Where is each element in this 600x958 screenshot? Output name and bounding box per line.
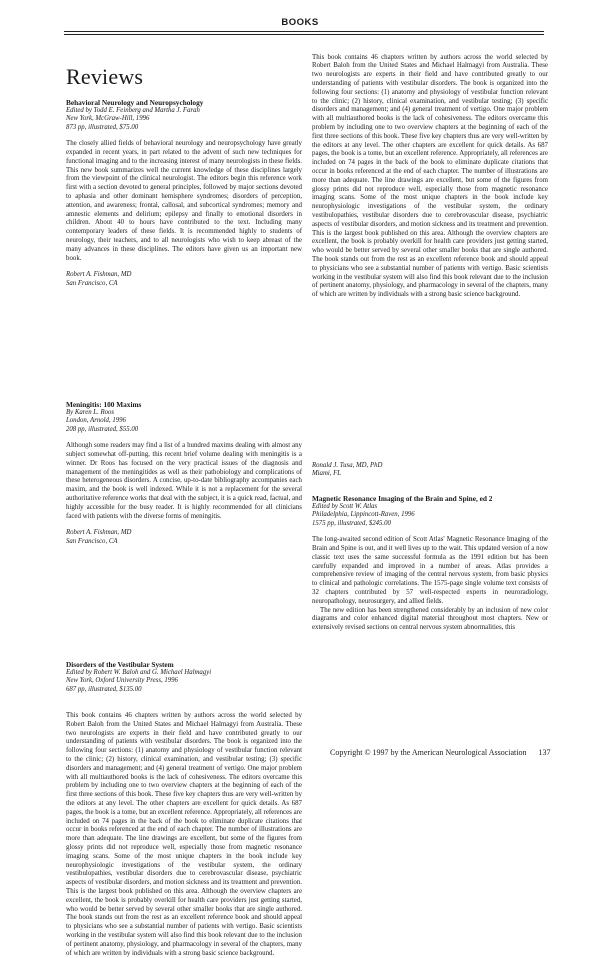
review-vestibular: [66, 660, 302, 694]
review-editors: Edited by Scott W. Atlas: [312, 503, 378, 510]
review-title: Disorders of the Vestibular System: [66, 660, 174, 669]
review-publisher: New York, Oxford University Press, 1996: [66, 677, 178, 685]
review-mri: [312, 494, 548, 726]
review-editors: Edited by Robert W. Baloh and G. Michael Halmagyi: [66, 669, 212, 676]
review-publisher: London, Arnold, 1996: [66, 417, 126, 425]
review-paragraph: The new edition has been strengthened considerably by an inclusion of new color diagrams and color enhanced digital material throughout most chapters. New or extensively revised sections on central nervous system abnormalities, this: [312, 606, 548, 632]
review-publisher: Philadelphia, Lippincott-Raven, 1996: [312, 511, 415, 519]
review-pages: 687 pp, illustrated, $135.00: [66, 685, 142, 693]
review-vestibular-body-start: [66, 712, 302, 957]
review-title: Behavioral Neurology and Neuropsychology: [66, 98, 204, 107]
review-pages: 1575 pp, illustrated, $245.00: [312, 519, 391, 527]
page-title: Reviews: [66, 64, 144, 89]
page-number: 137: [538, 748, 551, 757]
review-pages: 208 pp, illustrated, $55.00: [66, 425, 139, 433]
review-body: [66, 140, 302, 263]
review-publisher: New York, McGraw-Hill, 1996: [66, 115, 150, 123]
copyright-notice: Copyright © 1997 by the American Neurological Association: [330, 748, 527, 757]
review-paragraph: Although some readers may find a list of a hundred maxims dealing with almost any subject somewhat off-putting, this recent brief volume dealing with meningitis is a winner. Dr Roos has focused on the very practical issues of the diagnosis and management of the meningitides as well as their pathobiology and complications of these heterogeneous disorders. A concise, up-to-date bibliography accompanies each maxim, and the book is well indexed. While it is not a replacement for the several authoritative reference works that deal with the subject, it is a quick read, factual, and highly accessible for the busy reader. It is highly recommended for all clinicians faced with patients with the diverse forms of meningitis.: [66, 442, 302, 520]
review-paragraph-continued: This book contains 46 chapters written by authors across the world selected by Robert Baloh from the United States and Michael Halmagyi from Australia. These two neurologists are experts in their field and have contributed greatly to our understanding of patients with vestibular disorders. The book is organized into the following four sections: (1) anatomy and physiology of vestibular function relevant to the clinic; (2) history, clinical examination, and vestibular testing; (3) specific disorders and management; and (4) general treatment of vertigo. One major problem with all multiauthored books is the lack of cohesiveness. The editors overcame this problem by including one to two overview chapters at the beginning of each of the first three sections of this book. These five key chapters thus are very well-written by the editors at any level. The other chapters are excellent for quick details. As 687 pages, the book is a tome, but an excellent reference. Appropriately, all references are included on 74 pages in the back of the book to eliminate duplicate citations that occur in books referenced at the end of each chapter. The number of illustrations are more than adequate. The line drawings are excellent, but some of the figures from glossy prints did not reproduce well, especially those from magnetic resonance imaging scans. Some of the most unique chapters in the book include key neurophysiologic investigations of the vestibular system, the ordinary vestibulopathies, vestibular disorders due to cerebrovascular disease, psychiatric aspects of vestibular disorders, and motion sickness and its treatment and prevention. This is the largest book published on this area. Although the overview chapters are excellent, the book is probably overkill for health care providers just getting started, who would be better served by several other smaller books that are single authored. The book stands out from the rest as an excellent reference book and should appeal to physicians who see a substantial number of patients with vertigo. Basic scientists working in the vestibular system will also find this book relevant due to the inclusion of pertinent anatomy, physiology, and pharmacology in several of the chapters, many of which are written by individuals with a strong basic science background.: [312, 53, 548, 299]
review-title: Magnetic Resonance Imaging of the Brain and Spine, ed 2: [312, 494, 493, 503]
review-paragraph: This book contains 46 chapters written by authors across the world selected by Robert Baloh from the United States and Michael Halmagyi from Australia. These two neurologists are experts in their field and have contributed greatly to our understanding of patients with vestibular disorders. The book is organized into the following four sections: (1) anatomy and physiology of vestibular function relevant to the clinic; (2) history, clinical examination, and vestibular testing; (3) specific disorders and management; and (4) general treatment of vertigo. One major problem with all multiauthored books is the lack of cohesiveness. The editors overcame this problem by including one to two overview chapters at the beginning of each of the first three sections of this book. These five key chapters thus are very well-written by the editors at any level. The other chapters are excellent for quick details. As 687 pages, the book is a tome, but an excellent reference. Appropriately, all references are included on 74 pages in the back of the book to eliminate duplicate citations that occur in books referenced at the end of each chapter. The number of illustrations are more than adequate. The line drawings are excellent, but some of the figures from glossy prints did not reproduce well, especially those from magnetic resonance imaging scans. Some of the most unique chapters in the book include key neurophysiologic investigations of the vestibular system, the ordinary vestibulopathies, vestibular disorders due to cerebrovascular disease, psychiatric aspects of vestibular disorders, and motion sickness and its treatment and prevention. This is the largest book published on this area. Although the overview chapters are excellent, the book is probably overkill for health care providers just getting started, who would be better served by several other smaller books that are single authored. The book stands out from the rest as an excellent reference book and should appeal to physicians who see a substantial number of patients with vertigo. Basic scientists working in the vestibular system will also find this book relevant due to the inclusion of pertinent anatomy, physiology, and pharmacology in several of the chapters, many of which are written by individuals with a strong basic science background.: [66, 712, 302, 957]
review-signature-place: Miami, FL: [312, 470, 342, 478]
review-pages: 873 pp, illustrated, $75.00: [66, 123, 139, 131]
review-paragraph: The closely allied fields of behavioral neurology and neuropsychology have greatly expanded in recent years, in part related to the advent of such new techniques for functional imaging and to the increasing interest of many neurologists in these fields. This new book summarizes well the current knowledge of these disciplines largely from the viewpoint of the clinical neurologist. The editors begin this reference work first with a section devoted to general principles, followed by major sections devoted to aphasia and other dominant hemisphere syndromes; disorders of perception, attention, and awareness; frontal, callosal, and subcortical syndromes; memory and amnestic elements and delirium; epilepsy and finally to emotional disorders in children. About 40 to hours have contributed to the text. Including many contemporary leaders of these fields. It is recommended highly to students of neurology, their teachers, and to all neurologists who wish to keep abreast of the many advances in these disciplines. The editors have given us an important new book.: [66, 140, 302, 262]
review-body: [312, 536, 548, 726]
review-vestibular-body-continued: [312, 53, 548, 450]
review-behavioral-neurology: [66, 98, 302, 288]
review-signature-name: Ronald J. Tusa, MD, PhD: [312, 462, 383, 469]
review-body: [66, 442, 302, 521]
review-meningitis: [66, 400, 302, 546]
header-rule: [64, 31, 544, 32]
review-title: Meningitis: 100 Maxims: [66, 400, 142, 409]
review-editors: By Karen L. Roos: [66, 409, 115, 416]
review-vestibular-signature: [312, 462, 548, 479]
review-paragraph: The long-awaited second edition of Scott Atlas' Magnetic Resonance Imaging of the Brain and Spine is out, and it well lives up to the wait. This updated version of a now classic text uses the same successful formula as the 1991 edition but has been carefully expanded and improved in a number of areas. Atlas provides a comprehensive review of imaging of the central nervous system, from basic physics to clinical and pathologic correlations. The 1575-page single volume text consists of 32 chapters contributed by 57 well-respected experts in neuroradiology, neuropathology, neurosurgery, and allied fields.: [312, 536, 548, 605]
review-signature-name: Robert A. Fishman, MD: [66, 529, 132, 537]
review-signature-place: San Francisco, CA: [66, 537, 118, 545]
review-signature-name: Robert A. Fishman, MD: [66, 271, 132, 279]
page-footer: [330, 748, 551, 757]
review-signature-place: San Francisco, CA: [66, 279, 118, 287]
header-rule-double: [64, 34, 544, 35]
section-label: BOOKS: [281, 17, 319, 28]
review-editors: Edited by Todd E. Feinberg and Martha J. Farah: [66, 107, 200, 114]
